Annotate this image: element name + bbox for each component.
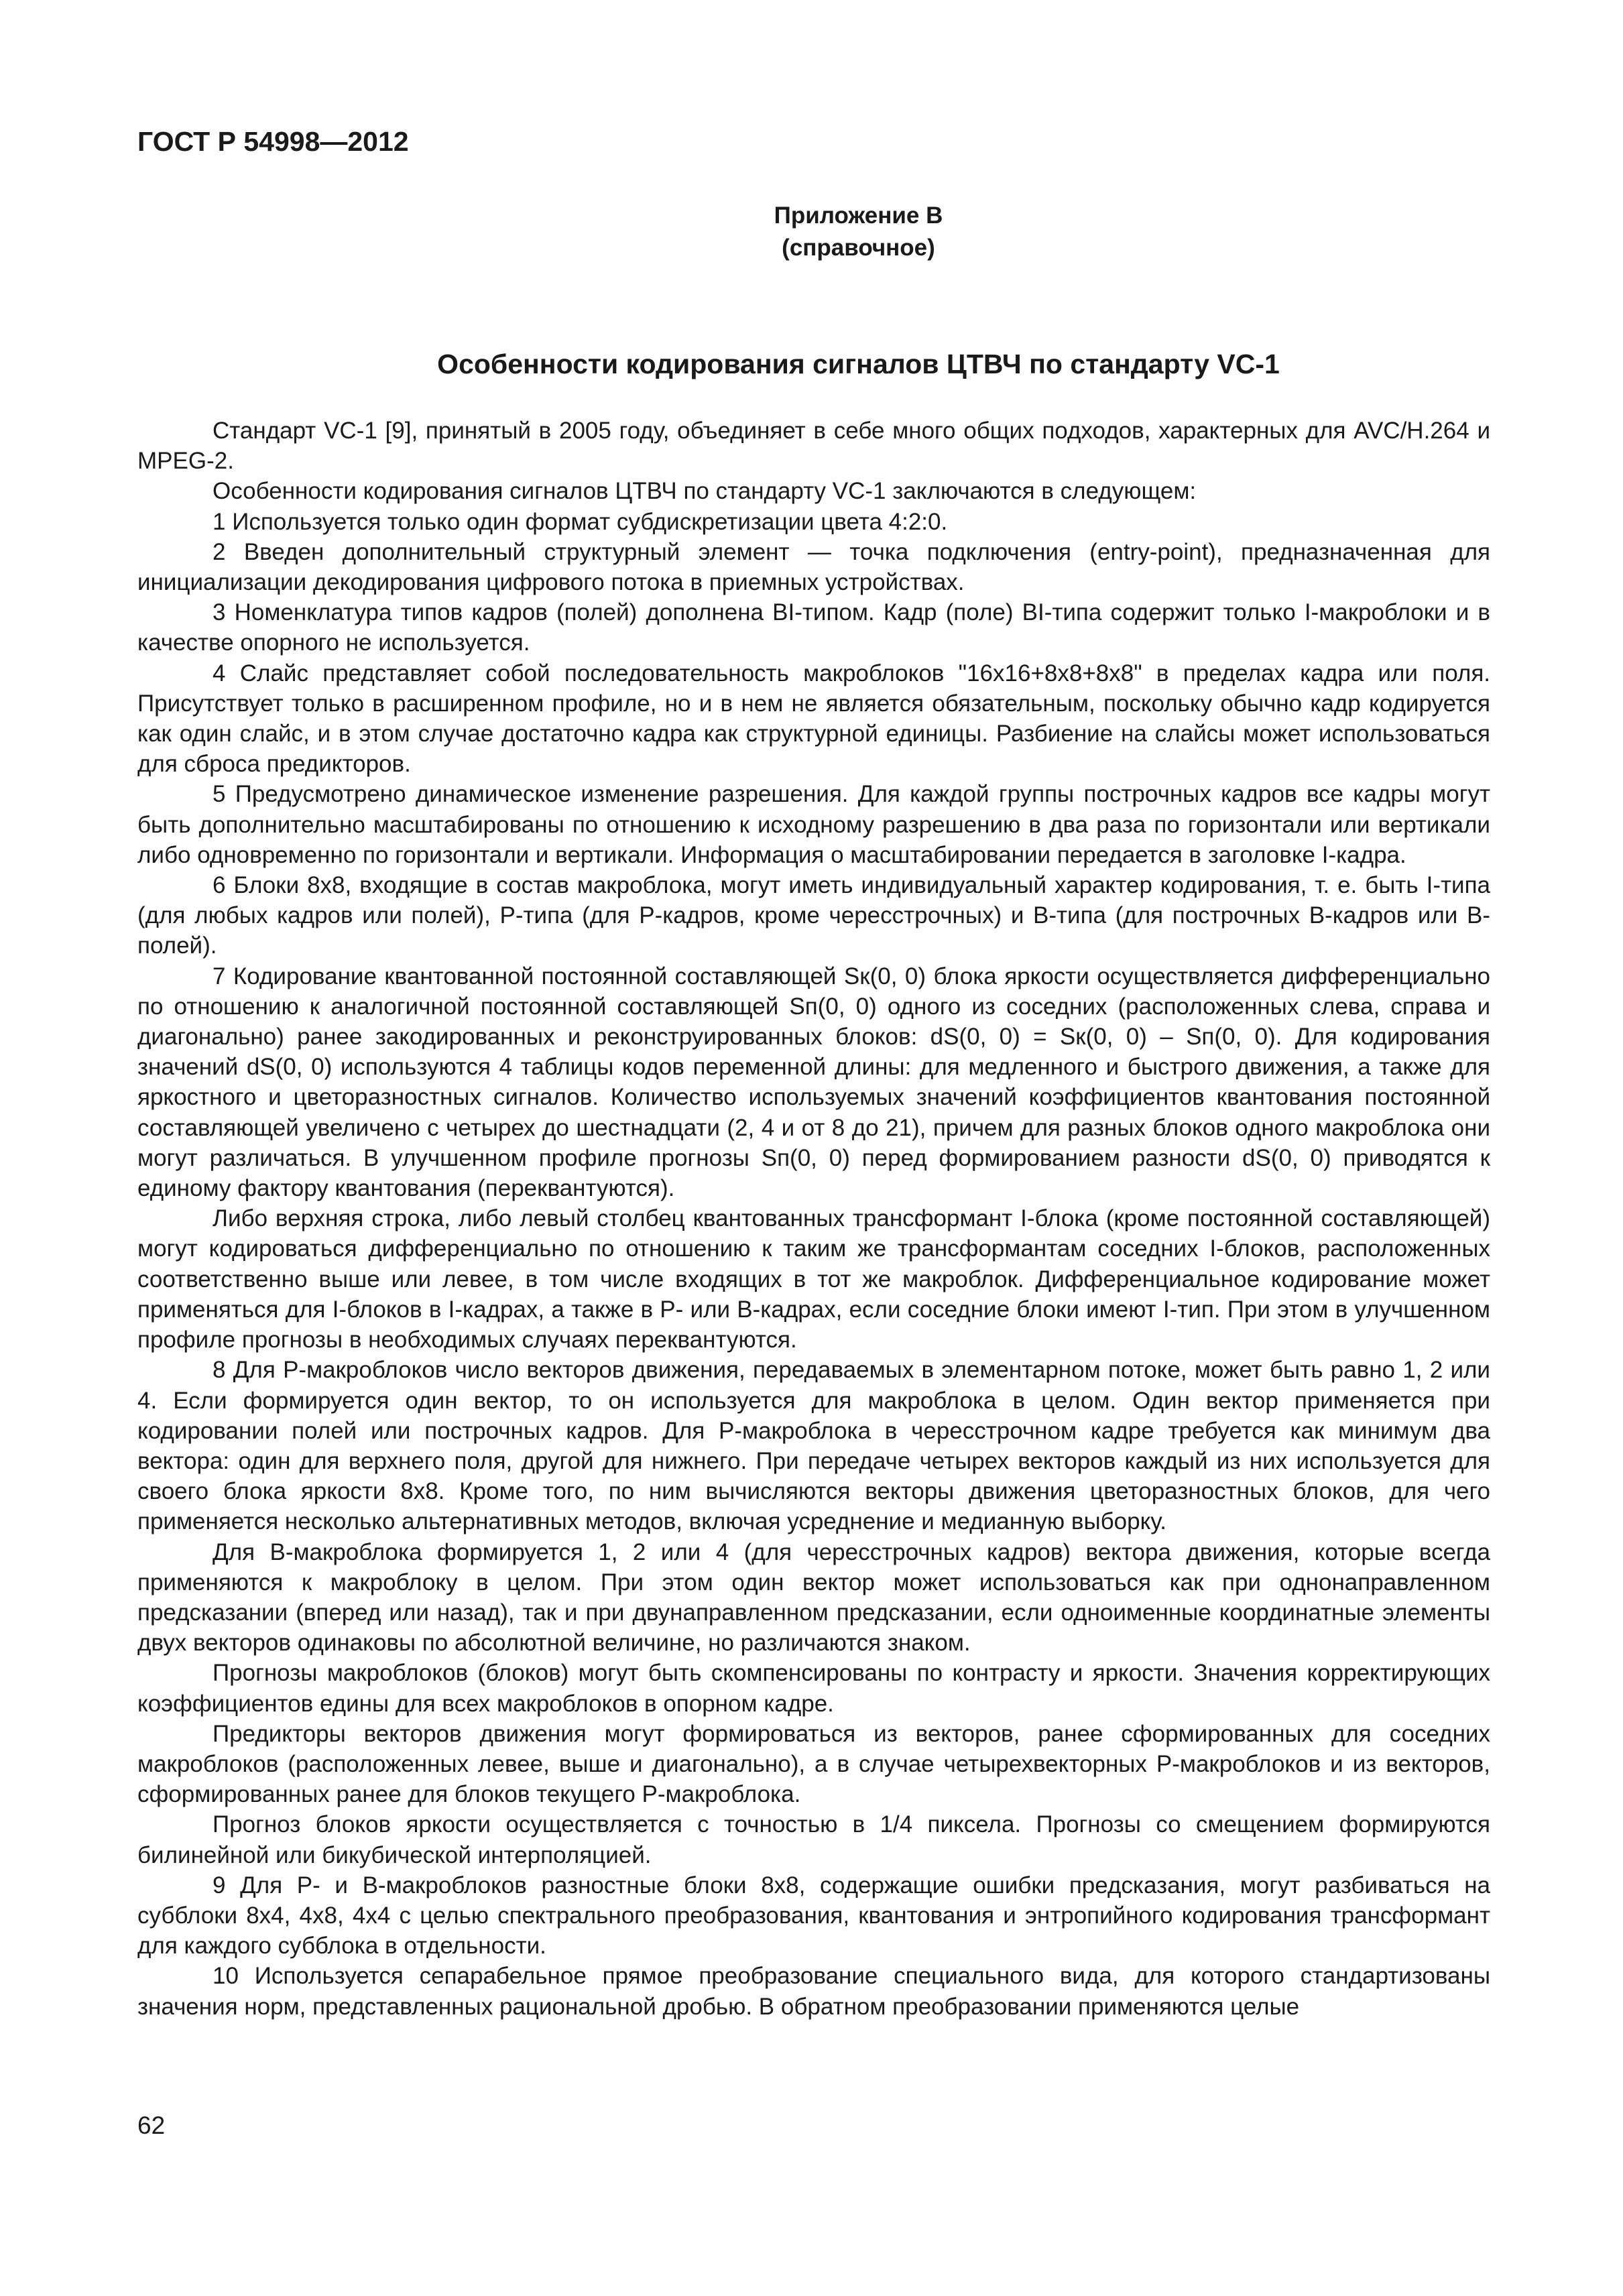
paragraph: 10 Используется сепарабельное прямое преобразование специального вида, для которого стандартизованы значения норм, представленных рациональной дробью. В обратном преобразовании применяются целые (137, 1963, 1490, 2020)
paragraph: 3 Номенклатура типов кадров (полей) дополнена BI-типом. Кадр (поле) BI-типа содержит только I-макроблоки и в качестве опорного не используется. (137, 599, 1490, 656)
paragraph: Либо верхняя строка, либо левый столбец квантованных трансформант I-блока (кроме постоянной составляющей) могут кодироваться дифференциально по отношению к таким же трансформантам соседних I-блоков, расположенных соответственно выше или левее, в том числе входящих в тот же макроблок. Дифференциальное кодирование может применяться для I-блоков в I-кадрах, а также в P- или B-кадрах, если соседние блоки имеют I-тип. При этом в улучшенном профиле прогнозы в необходимых случаях переквантуются. (137, 1205, 1490, 1353)
annex-label: Приложение В (774, 202, 943, 229)
annex-heading (0, 200, 1623, 264)
paragraph: 2 Введен дополнительный структурный элемент — точка подключения (entry-point), предназначенная для инициализации декодирования цифрового потока в приемных устройствах. (137, 538, 1490, 596)
annex-status: (справочное) (782, 235, 935, 261)
page-number: 62 (137, 2112, 166, 2139)
paragraph: 4 Слайс представляет собой последовательность макроблоков "16x16+8x8+8x8" в пределах кадра или поля. Присутствует только в расширенном профиле, но и в нем не является обязательным, поскольку обычно кадр кодируется как один слайс, и в этом случае достаточно кадра как структурной единицы. Разбиение на слайсы может использоваться для сброса предикторов. (137, 660, 1490, 778)
paragraph: Стандарт VC-1 [9], принятый в 2005 году, объединяет в себе много общих подходов, характерных для AVC/H.264 и MPEG-2. (137, 418, 1490, 475)
standard-header: ГОСТ Р 54998—2012 (137, 126, 409, 157)
paragraph: Для B-макроблока формируется 1, 2 или 4 (для чересстрочных кадров) вектора движения, которые всегда применяются к макроблоку в целом. При этом один вектор может использоваться как при однонаправленном предсказании (вперед или назад), так и при двунаправленном предсказании, если одноименные координатные элементы двух векторов одинаковы по абсолютной величине, но различаются знаком. (137, 1538, 1490, 1656)
paragraph: 7 Кодирование квантованной постоянной составляющей Sк(0, 0) блока яркости осуществляется дифференциально по отношению к аналогичной постоянной составляющей Sп(0, 0) одного из соседних (расположенных слева, справа и диагонально) ранее закодированных и реконструированных блоков: dS(0, 0) = Sк(0, 0) – Sп(0, 0). Для кодирования значений dS(0, 0) используются 4 таблицы кодов переменной длины: для медленного и быстрого движения, а также для яркостного и цветоразностных сигналов. Количество используемых значений коэффициентов квантования постоянной составляющей увеличено с четырех до шестнадцати (2, 4 и от 8 до 21), причем для разных блоков одного макроблока они могут различаться. В улучшенном профиле прогнозы Sп(0, 0) перед формированием разности dS(0, 0) приводятся к единому фактору квантования (переквантуются). (137, 963, 1490, 1202)
body-text (137, 416, 1490, 2022)
paragraph: 9 Для P- и B-макроблоков разностные блоки 8x8, содержащие ошибки предсказания, могут разбиваться на субблоки 8x4, 4x8, 4x4 с целью спектрального преобразования, квантования и энтропийного кодирования трансформант для каждого субблока в отдельности. (137, 1872, 1490, 1959)
paragraph: Предикторы векторов движения могут формироваться из векторов, ранее сформированных для соседних макроблоков (расположенных левее, выше и диагонально), а в случае четырехвекторных P-макроблоков и из векторов, сформированных ранее для блоков текущего P-макроблока. (137, 1720, 1490, 1808)
section-title: Особенности кодирования сигналов ЦТВЧ по стандарту VC-1 (437, 349, 1280, 379)
paragraph: 6 Блоки 8x8, входящие в состав макроблока, могут иметь индивидуальный характер кодирования, т. е. быть I-типа (для любых кадров или полей), P-типа (для P-кадров, кроме чересстрочных) и B-типа (для построчных B-кадров или B-полей). (137, 872, 1490, 959)
paragraph: 8 Для P-макроблоков число векторов движения, передаваемых в элементарном потоке, может быть равно 1, 2 или 4. Если формируется один вектор, то он используется для макроблока в целом. Один вектор применяется при кодировании полей или построчных кадров. Для P-макроблока в чересстрочном кадре требуется как минимум два вектора: один для верхнего поля, другой для нижнего. При передаче четырех векторов каждый из них используется для своего блока яркости 8x8. Кроме того, по ним вычисляются векторы движения цветоразностных блоков, для чего применяется несколько альтернативных методов, включая усреднение и медианную выборку. (137, 1357, 1490, 1535)
paragraph: Прогнозы макроблоков (блоков) могут быть скомпенсированы по контрасту и яркости. Значения корректирующих коэффициентов едины для всех макроблоков в опорном кадре. (137, 1660, 1490, 1717)
paragraph: 1 Используется только один формат субдискретизации цвета 4:2:0. (213, 508, 948, 535)
paragraph: 5 Предусмотрено динамическое изменение разрешения. Для каждой группы построчных кадров все кадры могут быть дополнительно масштабированы по отношению к исходному разрешению в два раза по горизонтали или вертикали либо одновременно по горизонтали и вертикали. Информация о масштабировании передается в заголовке I-кадра. (137, 781, 1490, 868)
paragraph: Особенности кодирования сигналов ЦТВЧ по стандарту VC-1 заключаются в следующем: (213, 478, 1197, 505)
paragraph: Прогноз блоков яркости осуществляется с точностью в 1/4 пиксела. Прогнозы со смещением формируются билинейной или бикубической интерполяцией. (137, 1811, 1490, 1868)
